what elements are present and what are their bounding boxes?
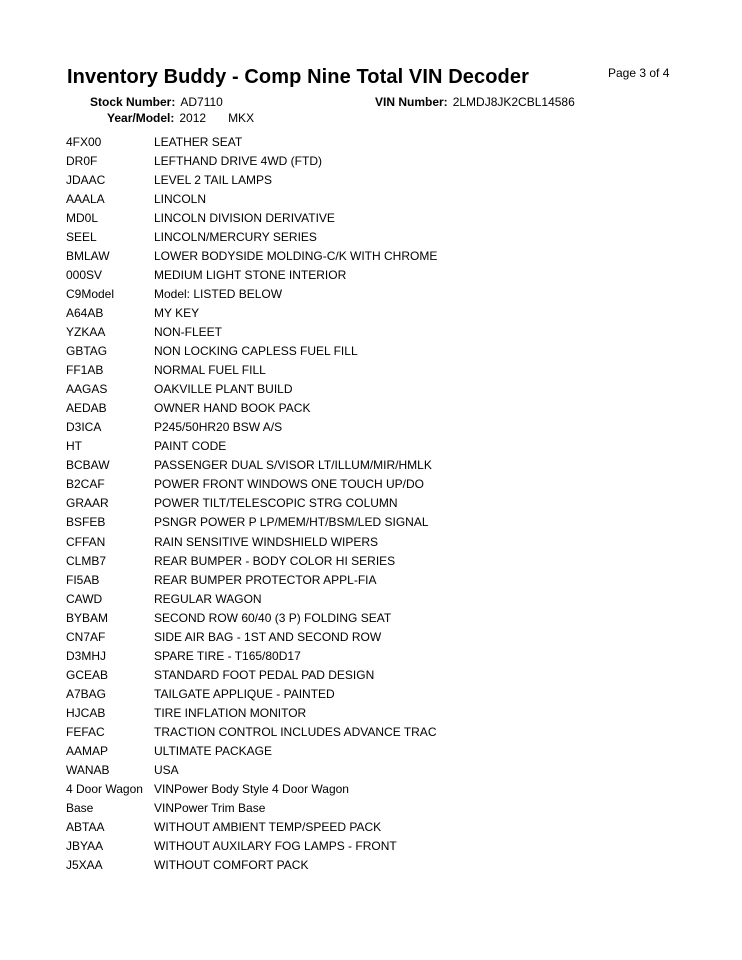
option-row (66, 303, 686, 322)
option-code: CLMB7 (66, 553, 107, 568)
option-row (66, 437, 686, 456)
option-description: USA (154, 763, 179, 778)
option-row (66, 703, 686, 722)
option-code: WANAB (66, 763, 110, 778)
option-row (66, 551, 686, 570)
stock-number-label: Stock Number: (90, 95, 176, 109)
option-row (66, 532, 686, 551)
option-code: YZKAA (66, 324, 106, 339)
option-code: 4FX00 (66, 134, 102, 149)
option-description: RAIN SENSITIVE WINDSHIELD WIPERS (154, 534, 379, 549)
option-row (66, 608, 686, 627)
option-code: SEEL (66, 229, 97, 244)
option-row (66, 399, 686, 418)
option-code: MD0L (66, 210, 99, 225)
option-code: Base (66, 801, 94, 816)
option-code: C9Model (66, 286, 115, 301)
option-description: TAILGATE APPLIQUE - PAINTED (154, 686, 335, 701)
option-code: ABTAA (66, 820, 105, 835)
option-row (66, 227, 686, 246)
option-code: BCBAW (66, 458, 110, 473)
option-description: REAR BUMPER - BODY COLOR HI SERIES (154, 553, 396, 568)
option-row (66, 284, 686, 303)
option-code: B2CAF (66, 477, 105, 492)
option-row (66, 780, 686, 799)
page-number: Page 3 of 4 (608, 66, 670, 80)
option-row (66, 265, 686, 284)
option-code: FF1AB (66, 363, 104, 378)
option-description: REAR BUMPER PROTECTOR APPL-FIA (154, 572, 377, 587)
option-description: OWNER HAND BOOK PACK (154, 401, 311, 416)
option-code: CAWD (66, 591, 103, 606)
option-description: LEFTHAND DRIVE 4WD (FTD) (154, 153, 322, 168)
option-code: DR0F (66, 153, 98, 168)
year-value: 2012 (179, 111, 207, 125)
option-description: WITHOUT COMFORT PACK (154, 858, 309, 873)
option-description: SECOND ROW 60/40 (3 P) FOLDING SEAT (154, 610, 392, 625)
option-description: VINPower Trim Base (154, 801, 266, 816)
option-description: PSNGR POWER P LP/MEM/HT/BSM/LED SIGNAL (154, 515, 429, 530)
option-code: A64AB (66, 305, 104, 320)
option-description: STANDARD FOOT PEDAL PAD DESIGN (154, 667, 375, 682)
option-code: D3ICA (66, 420, 102, 435)
option-row (66, 151, 686, 170)
option-row (66, 170, 686, 189)
option-code: AEDAB (66, 401, 107, 416)
option-row (66, 456, 686, 475)
option-description: PASSENGER DUAL S/VISOR LT/ILLUM/MIR/HMLK (154, 458, 432, 473)
option-code: CFFAN (66, 534, 106, 549)
option-description: LOWER BODYSIDE MOLDING-C/K WITH CHROME (154, 248, 438, 263)
option-code: 000SV (66, 267, 103, 282)
option-description: TRACTION CONTROL INCLUDES ADVANCE TRAC (154, 724, 437, 739)
option-row (66, 742, 686, 761)
option-description: VINPower Body Style 4 Door Wagon (154, 782, 349, 797)
option-row (66, 837, 686, 856)
option-description: MEDIUM LIGHT STONE INTERIOR (154, 267, 347, 282)
option-description: TIRE INFLATION MONITOR (154, 705, 307, 720)
option-description: MY KEY (154, 305, 200, 320)
option-row (66, 494, 686, 513)
option-row (66, 361, 686, 380)
option-row (66, 513, 686, 532)
option-row (66, 646, 686, 665)
option-row (66, 132, 686, 151)
option-description: OAKVILLE PLANT BUILD (154, 382, 293, 397)
option-row (66, 380, 686, 399)
option-description: POWER TILT/TELESCOPIC STRG COLUMN (154, 496, 398, 511)
option-code: A7BAG (66, 686, 107, 701)
option-description: SIDE AIR BAG - 1ST AND SECOND ROW (154, 629, 382, 644)
option-description: POWER FRONT WINDOWS ONE TOUCH UP/DO (154, 477, 425, 492)
option-row (66, 684, 686, 703)
stock-number-row (90, 95, 223, 109)
option-code: AAALA (66, 191, 105, 206)
option-row (66, 856, 686, 875)
vin-number-row (375, 95, 575, 109)
option-code: JDAAC (66, 172, 106, 187)
option-description: NON-FLEET (154, 324, 223, 339)
option-row (66, 189, 686, 208)
option-code: J5XAA (66, 858, 103, 873)
option-row (66, 589, 686, 608)
option-code: GRAAR (66, 496, 109, 511)
year-model-row (107, 111, 254, 125)
option-description: LEATHER SEAT (154, 134, 243, 149)
vin-number-label: VIN Number: (375, 95, 448, 109)
option-code: HJCAB (66, 705, 106, 720)
option-code: AAGAS (66, 382, 108, 397)
option-code: CN7AF (66, 629, 106, 644)
page-title: Inventory Buddy - Comp Nine Total VIN Decoder (67, 66, 529, 88)
option-code: GCEAB (66, 667, 109, 682)
option-row (66, 246, 686, 265)
option-code: FI5AB (66, 572, 100, 587)
option-code-list (66, 132, 686, 875)
option-row (66, 761, 686, 780)
option-row (66, 418, 686, 437)
stock-number-value: AD7110 (180, 95, 223, 109)
option-description: NON LOCKING CAPLESS FUEL FILL (154, 344, 358, 359)
option-description: LINCOLN (154, 191, 207, 206)
option-description: NORMAL FUEL FILL (154, 363, 266, 378)
option-description: P245/50HR20 BSW A/S (154, 420, 283, 435)
option-description: LEVEL 2 TAIL LAMPS (154, 172, 273, 187)
option-code: GBTAG (66, 344, 108, 359)
option-description: REGULAR WAGON (154, 591, 262, 606)
option-code: BSFEB (66, 515, 106, 530)
option-row (66, 818, 686, 837)
option-description: SPARE TIRE - T165/80D17 (154, 648, 301, 663)
option-row (66, 322, 686, 341)
model-value: MKX (228, 111, 255, 125)
option-code: 4 Door Wagon (66, 782, 143, 797)
option-row (66, 475, 686, 494)
option-row (66, 342, 686, 361)
option-row (66, 208, 686, 227)
option-row (66, 722, 686, 741)
year-model-label: Year/Model: (107, 111, 175, 125)
option-row (66, 799, 686, 818)
option-row (66, 570, 686, 589)
option-description: LINCOLN/MERCURY SERIES (154, 229, 317, 244)
option-code: BMLAW (66, 248, 110, 263)
option-code: BYBAM (66, 610, 109, 625)
option-description: WITHOUT AMBIENT TEMP/SPEED PACK (154, 820, 382, 835)
option-code: JBYAA (66, 839, 104, 854)
option-description: Model: LISTED BELOW (154, 286, 283, 301)
option-code: HT (66, 439, 82, 454)
option-description: WITHOUT AUXILARY FOG LAMPS - FRONT (154, 839, 397, 854)
option-code: AAMAP (66, 744, 109, 759)
option-description: ULTIMATE PACKAGE (154, 744, 273, 759)
option-code: FEFAC (66, 724, 105, 739)
option-code: D3MHJ (66, 648, 107, 663)
option-description: PAINT CODE (154, 439, 227, 454)
vin-number-value: 2LMDJ8JK2CBL14586 (452, 95, 575, 109)
option-description: LINCOLN DIVISION DERIVATIVE (154, 210, 335, 225)
option-row (66, 627, 686, 646)
option-row (66, 665, 686, 684)
